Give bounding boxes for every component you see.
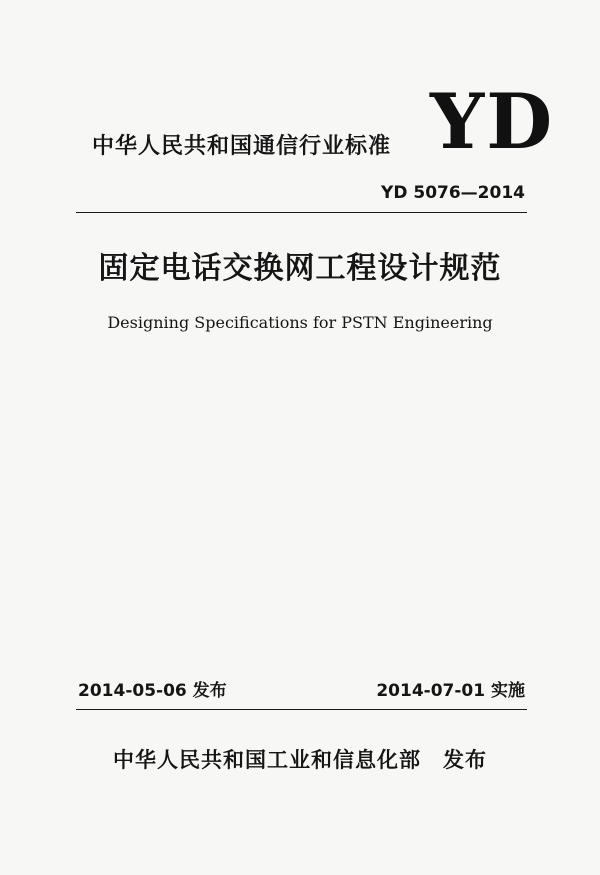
title-chinese: 固定电话交换网工程设计规范 xyxy=(98,251,502,286)
top-divider xyxy=(76,212,527,213)
issue-date: 2014-05-06 发布 xyxy=(78,681,227,701)
effective-date: 2014-07-01 实施 xyxy=(376,681,525,701)
title-english: Designing Specifications for PSTN Engineering xyxy=(107,313,493,332)
standard-category: 中华人民共和国通信行业标准 xyxy=(92,134,392,159)
standard-number: YD 5076—2014 xyxy=(381,183,525,203)
bottom-divider xyxy=(76,709,527,710)
publisher: 中华人民共和国工业和信息化部 发布 xyxy=(113,748,487,772)
yd-logo: YD xyxy=(430,77,555,166)
